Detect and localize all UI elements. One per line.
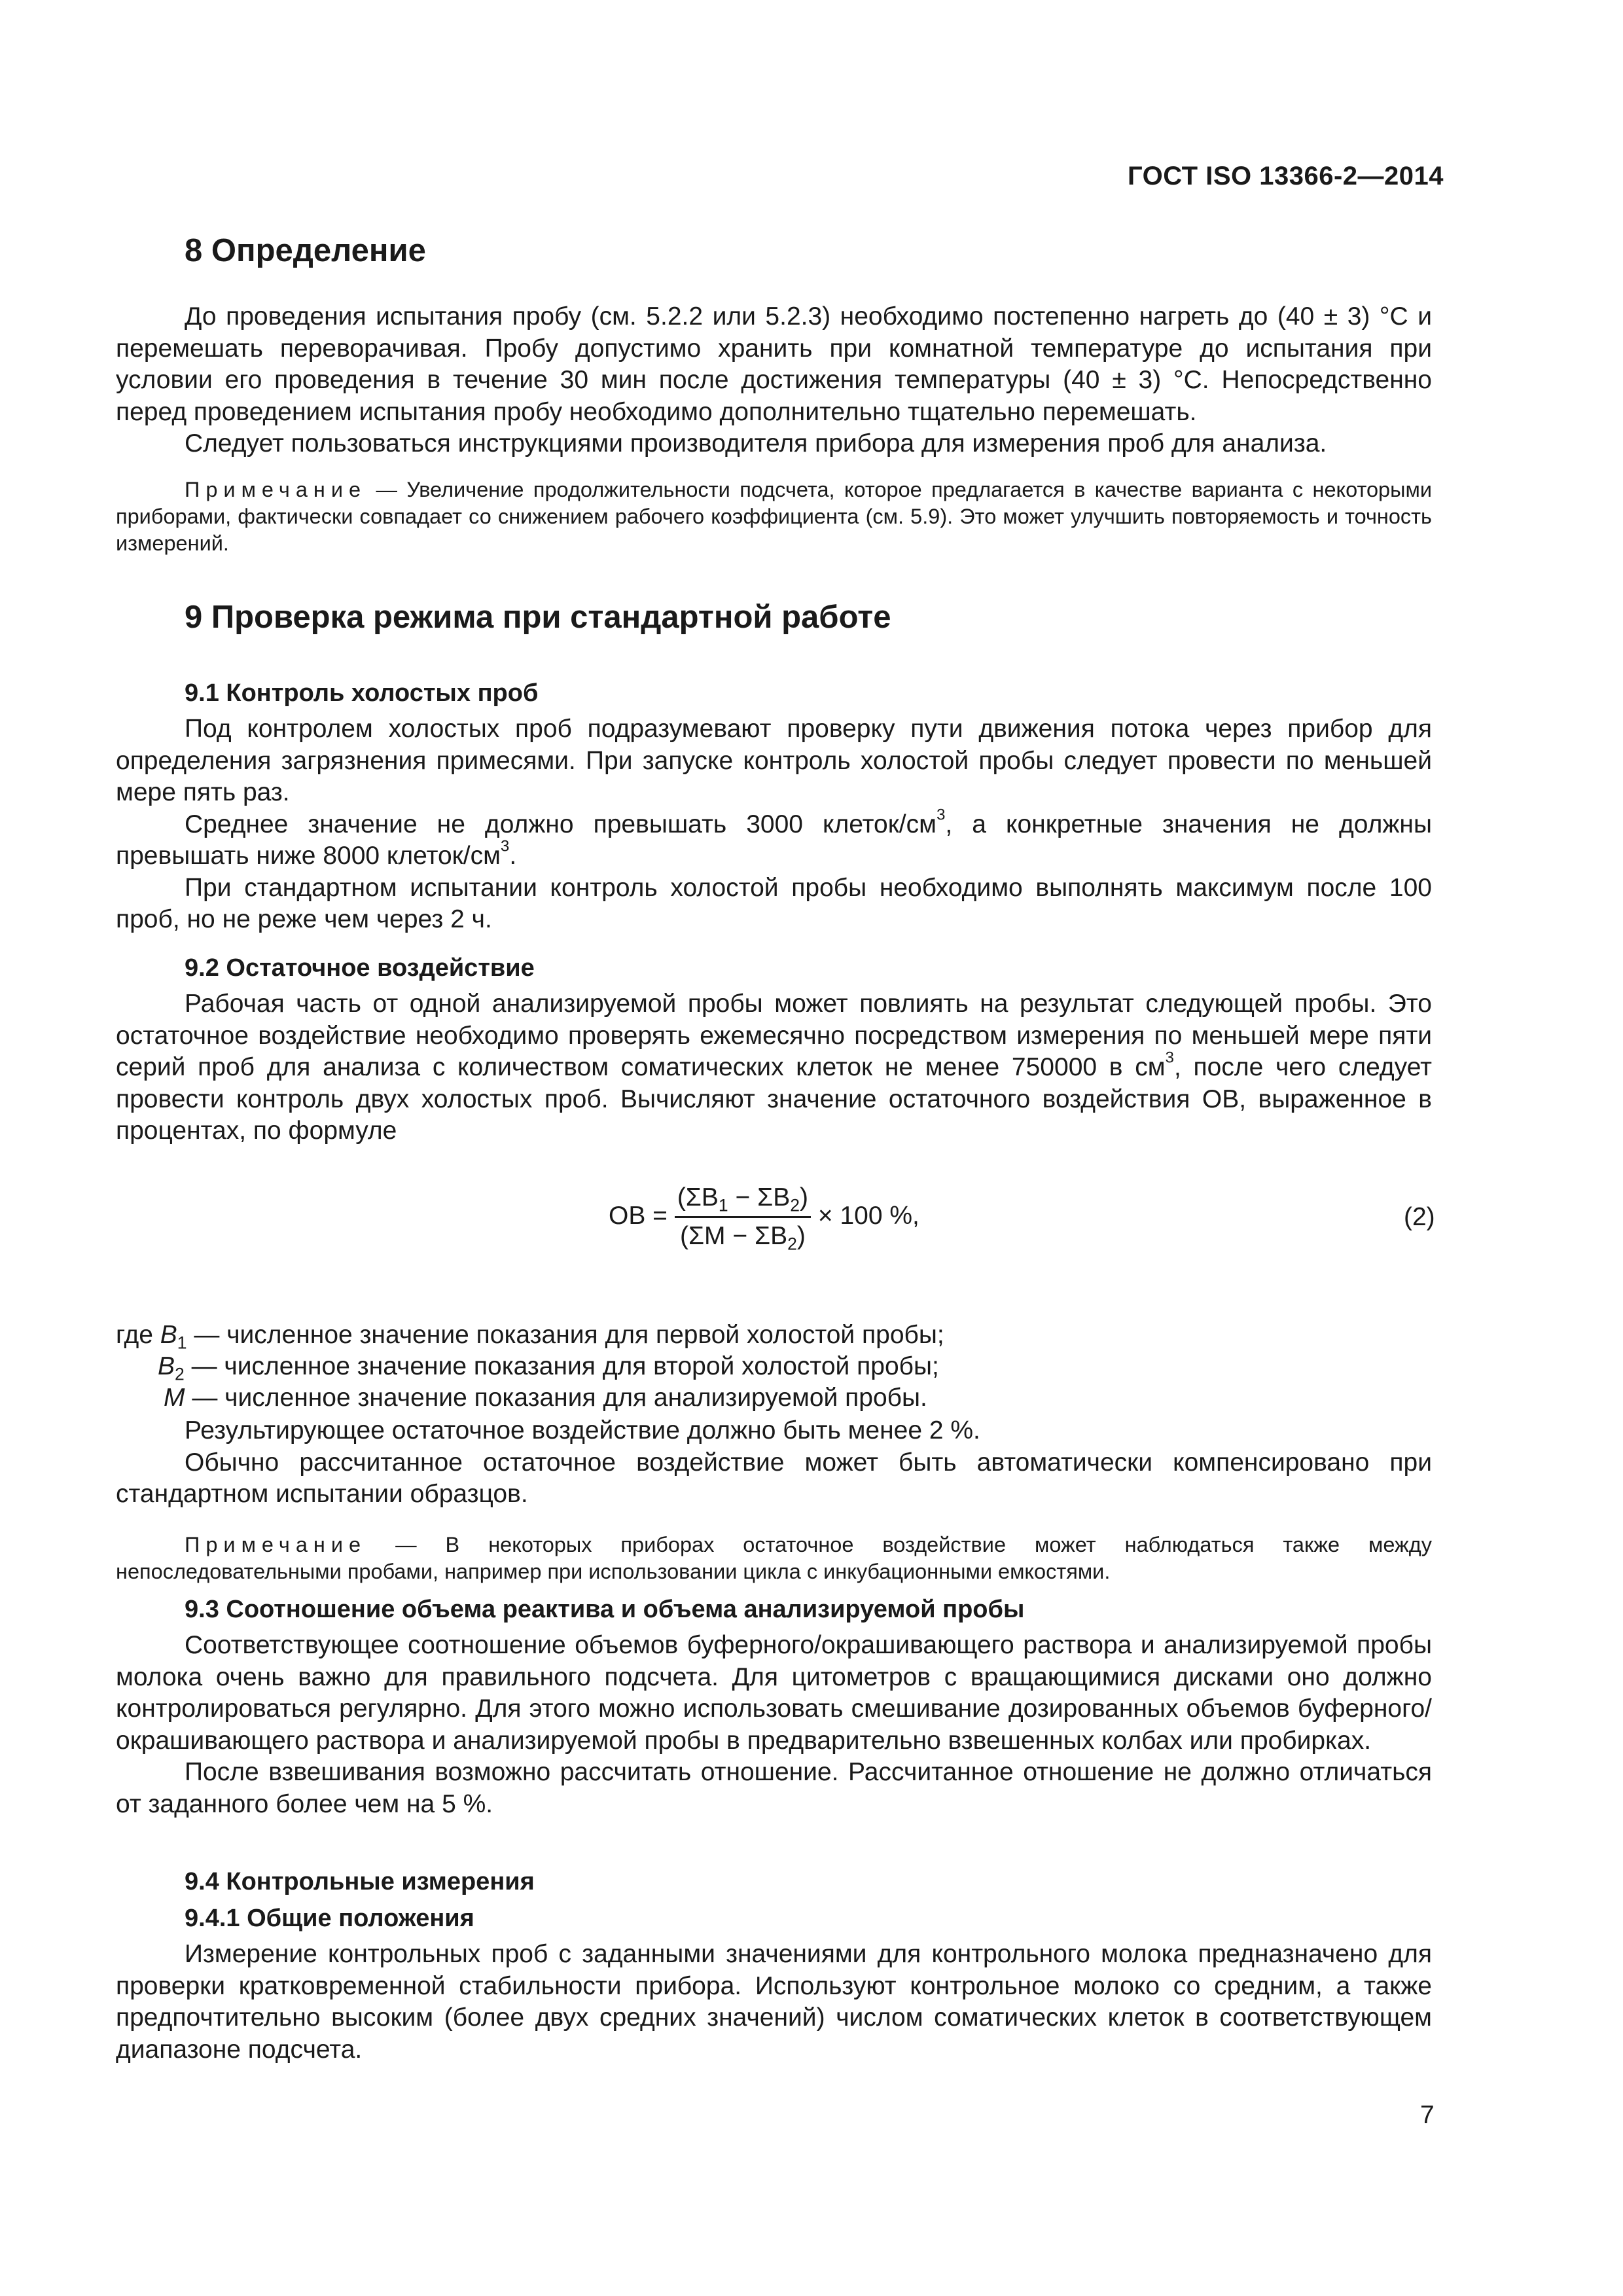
section-9-3-heading: 9.3 Соотношение объема реактива и объема анализируемой пробы (185, 1596, 1025, 1623)
note-section-8 (116, 476, 1432, 557)
where-item-b1: где $B_1$ — численное значение показания для первой холостой пробы; (116, 1321, 944, 1353)
note-text: — Увеличение продолжительности подсчета, которое предлагается в качестве варианта с некоторыми приборами, фактически совпадает со снижением рабочего коэффициента (см. 5.9). Это может улучшить повторяемость и точность измерений. (116, 478, 1432, 555)
section-9-4-1-body (116, 1939, 1432, 2066)
formula-2: ОВ = $\frac{(\Sigma B_1 - \Sigma B_2)}{(\Sigma M - \Sigma B_2)}$ × 100 %, (609, 1183, 919, 1254)
section-9-2-body-cont (116, 1415, 1432, 1511)
standard-header: ГОСТ ISO 13366-2—2014 (1128, 162, 1444, 190)
paragraph: Следует пользоваться инструкциями производителя прибора для измерения проб для анализа. (185, 429, 1327, 457)
paragraph: Соответствующее соотношение объемов буферного/окрашивающего раствора и анализируемой пробы молока очень важно для правильного подсчета. Для цитометров с вращающимися дисками оно должно контролироваться регулярно. Для этого можно использовать смешивание дозированных объемов буферного/окрашивающего раствора и анализируемой пробы в предварительно взвешенных колбах или пробирках. (116, 1631, 1432, 1755)
section-9-4-heading: 9.4 Контрольные измерения (185, 1868, 535, 1895)
where-item-b2: $B_2$ — численное значение показания для второй холостой пробы; (158, 1352, 939, 1384)
where-item-m: M — численное значение показания для анализируемой пробы. (164, 1384, 927, 1412)
paragraph: До проведения испытания пробу (см. 5.2.2 или 5.2.3) необходимо постепенно нагреть до (40 ± 3) °С и перемешать переворачивая. Пробу допустимо хранить при комнатной температуре до испытания при условии его проведения в течение 30 мин после достижения температуры (40 ± 3) °С. Непосредственно перед проведением испытания пробу необходимо дополнительно тщательно перемешать. (116, 302, 1432, 426)
section-9-4-1-heading: 9.4.1 Общие положения (185, 1905, 474, 1932)
section-9-1-heading: 9.1 Контроль холостых проб (185, 679, 539, 707)
paragraph: Измерение контрольных проб с заданными значениями для контрольного молока предназначено для проверки кратковременной стабильности прибора. Используют контрольное молоко со средним, а также предпочтительно высоким (более двух средних значений) числом соматических клеток в соответствующем диапазоне подсчета. (116, 1940, 1432, 2064)
section-9-3-body (116, 1630, 1432, 1820)
section-9-2-heading: 9.2 Остаточное воздействие (185, 954, 535, 982)
section-9-1-body (116, 713, 1432, 936)
note-text: — В некоторых приборах остаточное воздействие может наблюдаться также между непоследовательными пробами, например при использовании цикла с инкубационными емкостями. (116, 1533, 1432, 1583)
section-8-body (116, 301, 1432, 460)
formula-fraction (675, 1183, 811, 1254)
note-section-9-2 (116, 1532, 1432, 1585)
paragraph: Под контролем холостых проб подразумевают проверку пути движения потока через прибор для определения загрязнения примесями. При запуске контроль холостой пробы следует провести по меньшей мере пять раз. (116, 715, 1432, 806)
paragraph: После взвешивания возможно рассчитать отношение. Рассчитанное отношение не должно отличаться от заданного более чем на 5 %. (116, 1758, 1432, 1818)
formula-number: (2) (1404, 1203, 1435, 1231)
paragraph: Результирующее остаточное воздействие должно быть менее 2 %. (185, 1416, 980, 1444)
section-8-heading: 8 Определение (185, 233, 426, 268)
note-label: Примечание (185, 478, 367, 501)
paragraph: Обычно рассчитанное остаточное воздействие может быть автоматически компенсировано при стандартном испытании образцов. (116, 1448, 1432, 1508)
page-number: 7 (1420, 2101, 1435, 2129)
formula-denominator: $(\Sigma M - \Sigma B_2)$ (679, 1222, 806, 1254)
note-label: Примечание (185, 1533, 367, 1556)
paragraph: При стандартном испытании контроль холостой пробы необходимо выполнять максимум после 100 проб, но не реже чем через 2 ч. (116, 873, 1432, 933)
section-9-heading: 9 Проверка режима при стандартной работе (185, 600, 891, 635)
section-9-2-body (116, 988, 1432, 1147)
paragraph: Рабочая часть от одной анализируемой пробы может повлиять на результат следующей пробы. Это остаточное воздействие необходимо проверять ежемесячно посредством измерения по меньшей мере пяти серий проб для анализа с количеством соматических клеток не менее 750000 в $см^3$, после чего следует провести контроль двух холостых проб. Вычисляют значение остаточного воздействия ОВ, выраженное в процентах, по формуле (116, 990, 1432, 1145)
formula-numerator: $(\Sigma B_1 - \Sigma B_2)$ (675, 1183, 811, 1218)
paragraph: Среднее значение не должно превышать 3000 клеток/$см^3$, а конкретные значения не должны превышать ниже 8000 клеток/$см^3$. (116, 806, 1432, 870)
